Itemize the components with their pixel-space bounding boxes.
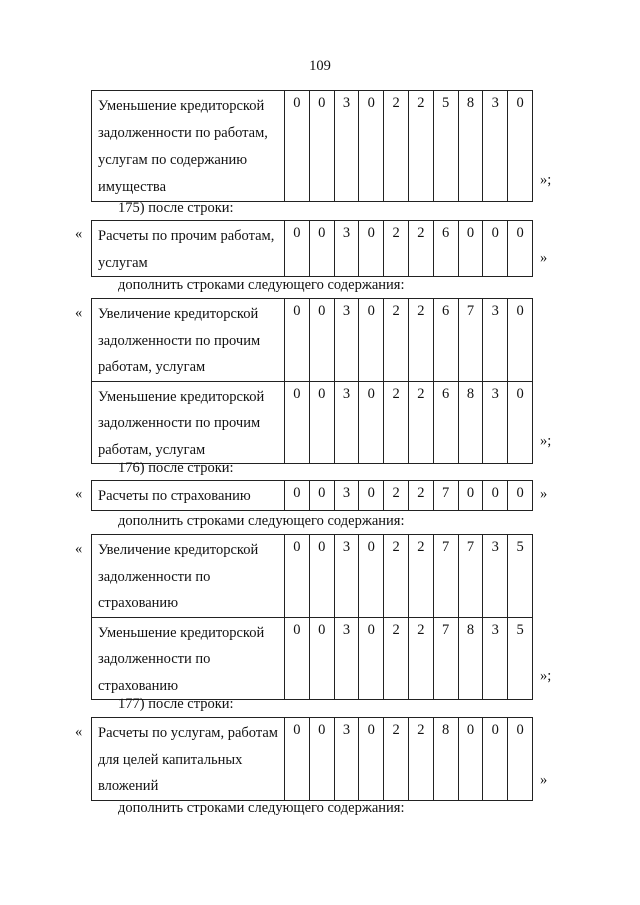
code-digit: 2 [408, 299, 433, 382]
code-digit: 7 [433, 481, 458, 511]
code-digit: 0 [285, 299, 310, 382]
code-digit: 7 [433, 535, 458, 618]
code-digit: 3 [483, 299, 508, 382]
code-digit: 2 [408, 91, 433, 202]
code-digit: 3 [334, 718, 359, 801]
caption-177: 177) после строки: [118, 696, 234, 712]
code-digit: 0 [309, 381, 334, 464]
code-digit: 2 [408, 481, 433, 511]
code-digit: 0 [508, 91, 533, 202]
open-quote-mark: « [75, 486, 83, 502]
table-row [92, 91, 533, 202]
code-digit: 3 [483, 91, 508, 202]
code-digit: 6 [433, 299, 458, 382]
caption-supplement: дополнить строками следующего содержания: [118, 277, 405, 293]
code-digit: 0 [309, 221, 334, 277]
close-quote-mark: »; [540, 668, 552, 684]
code-digit: 0 [458, 481, 483, 511]
code-digit: 6 [433, 221, 458, 277]
code-digit: 2 [384, 221, 409, 277]
code-digit: 5 [433, 91, 458, 202]
code-digit: 3 [334, 535, 359, 618]
code-table-1 [91, 90, 533, 202]
code-table-3 [91, 298, 533, 464]
code-digit: 3 [334, 299, 359, 382]
close-quote-mark: » [540, 772, 548, 788]
code-digit: 3 [334, 91, 359, 202]
row-name: Расчеты по страхованию [92, 481, 285, 511]
code-digit: 0 [359, 535, 384, 618]
code-digit: 0 [309, 535, 334, 618]
caption-supplement: дополнить строками следующего содержания: [118, 513, 405, 529]
row-name: Уменьшение кредиторской задолженности по работам, услугам по содержанию имущества [92, 91, 285, 202]
code-digit: 0 [483, 718, 508, 801]
open-quote-mark: « [75, 305, 83, 321]
code-digit: 2 [408, 535, 433, 618]
code-digit: 3 [483, 381, 508, 464]
code-digit: 0 [285, 381, 310, 464]
code-digit: 3 [483, 617, 508, 700]
code-digit: 5 [508, 617, 533, 700]
table-row [92, 617, 533, 700]
code-table-4 [91, 480, 533, 511]
code-digit: 3 [334, 221, 359, 277]
code-digit: 2 [408, 381, 433, 464]
row-name: Уменьшение кредиторской задолженности по прочим работам, услугам [92, 381, 285, 464]
code-digit: 0 [285, 221, 310, 277]
code-digit: 2 [384, 299, 409, 382]
code-digit: 7 [458, 535, 483, 618]
code-digit: 0 [508, 381, 533, 464]
code-digit: 2 [384, 381, 409, 464]
code-digit: 0 [285, 535, 310, 618]
code-digit: 0 [285, 617, 310, 700]
code-digit: 0 [458, 221, 483, 277]
code-digit: 7 [433, 617, 458, 700]
code-digit: 2 [408, 718, 433, 801]
code-digit: 2 [384, 91, 409, 202]
code-digit: 0 [359, 718, 384, 801]
code-digit: 3 [334, 381, 359, 464]
code-digit: 0 [285, 481, 310, 511]
close-quote-mark: »; [540, 433, 552, 449]
code-digit: 0 [483, 221, 508, 277]
code-digit: 8 [458, 381, 483, 464]
caption-175: 175) после строки: [118, 200, 234, 216]
open-quote-mark: « [75, 724, 83, 740]
code-digit: 8 [433, 718, 458, 801]
code-digit: 0 [309, 481, 334, 511]
code-digit: 8 [458, 617, 483, 700]
code-digit: 0 [285, 91, 310, 202]
code-digit: 0 [309, 299, 334, 382]
table-row [92, 481, 533, 511]
open-quote-mark: « [75, 541, 83, 557]
code-digit: 0 [508, 221, 533, 277]
code-digit: 2 [408, 221, 433, 277]
code-digit: 0 [359, 299, 384, 382]
open-quote-mark: « [75, 226, 83, 242]
caption-supplement: дополнить строками следующего содержания: [118, 800, 405, 816]
close-quote-mark: »; [540, 172, 552, 188]
code-digit: 0 [359, 617, 384, 700]
close-quote-mark: » [540, 486, 548, 502]
table-row [92, 718, 533, 801]
code-digit: 0 [359, 91, 384, 202]
close-quote-mark: » [540, 250, 548, 266]
row-name: Увеличение кредиторской задолженности по страхованию [92, 535, 285, 618]
code-digit: 0 [309, 91, 334, 202]
code-digit: 0 [483, 481, 508, 511]
code-table-6 [91, 717, 533, 801]
code-table-5 [91, 534, 533, 700]
code-digit: 0 [359, 221, 384, 277]
table-row [92, 299, 533, 382]
code-digit: 0 [309, 617, 334, 700]
code-table-2 [91, 220, 533, 277]
code-digit: 3 [334, 617, 359, 700]
code-digit: 0 [508, 718, 533, 801]
row-name: Расчеты по прочим работам, услугам [92, 221, 285, 277]
code-digit: 3 [334, 481, 359, 511]
code-digit: 2 [384, 617, 409, 700]
caption-176: 176) после строки: [118, 460, 234, 476]
row-name: Увеличение кредиторской задолженности по прочим работам, услугам [92, 299, 285, 382]
code-digit: 2 [408, 617, 433, 700]
code-digit: 8 [458, 91, 483, 202]
code-digit: 2 [384, 481, 409, 511]
table-row [92, 221, 533, 277]
code-digit: 0 [309, 718, 334, 801]
table-row [92, 381, 533, 464]
table-row [92, 535, 533, 618]
row-name: Уменьшение кредиторской задолженности по страхованию [92, 617, 285, 700]
code-digit: 2 [384, 718, 409, 801]
code-digit: 0 [285, 718, 310, 801]
code-digit: 6 [433, 381, 458, 464]
code-digit: 5 [508, 535, 533, 618]
code-digit: 3 [483, 535, 508, 618]
code-digit: 0 [359, 381, 384, 464]
page-number: 109 [309, 58, 331, 74]
code-digit: 2 [384, 535, 409, 618]
code-digit: 0 [508, 481, 533, 511]
code-digit: 0 [458, 718, 483, 801]
code-digit: 0 [508, 299, 533, 382]
code-digit: 7 [458, 299, 483, 382]
code-digit: 0 [359, 481, 384, 511]
row-name: Расчеты по услугам, работам для целей капитальных вложений [92, 718, 285, 801]
